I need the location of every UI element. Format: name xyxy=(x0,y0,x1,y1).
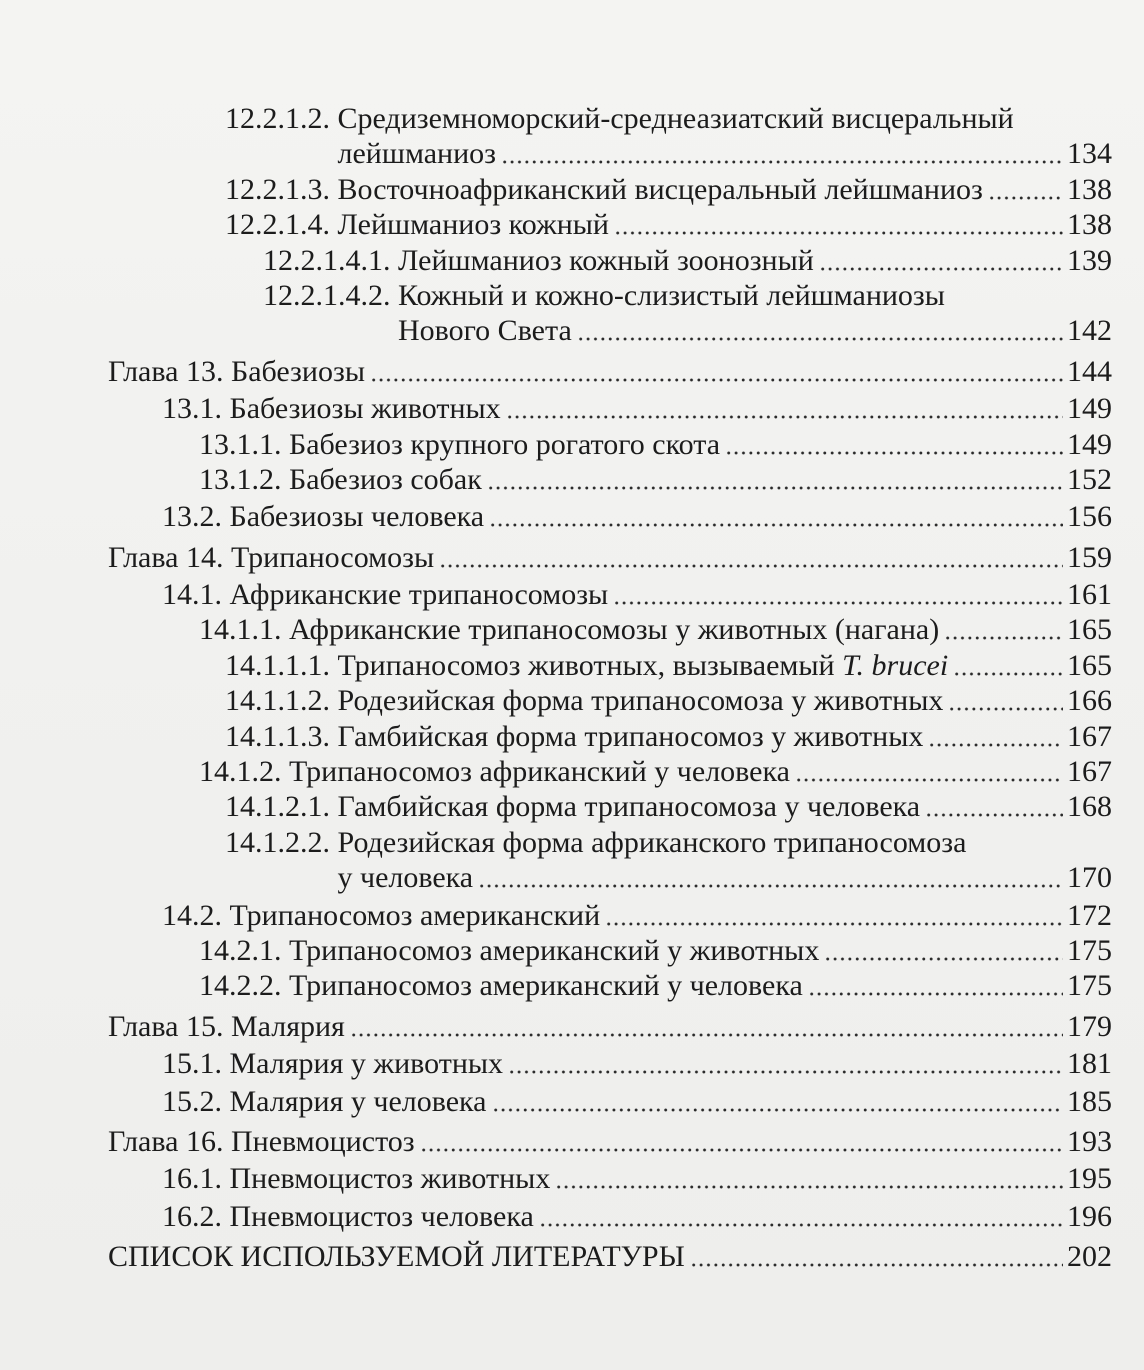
entry-page-number: 170 xyxy=(1067,861,1112,895)
dot-leader xyxy=(824,933,1063,968)
entry-title: Малярия у животных xyxy=(229,1047,504,1081)
entry-title xyxy=(338,648,949,683)
toc-entry-16-2 xyxy=(0,1199,1112,1234)
entry-number: 14.2.1. xyxy=(199,933,282,967)
entry-page-number: 181 xyxy=(1067,1047,1112,1081)
toc-entry-chapter-16 xyxy=(0,1124,1112,1159)
dot-leader xyxy=(577,313,1063,348)
entry-number: 14.1. xyxy=(162,578,222,612)
entry-number: 16.1. xyxy=(162,1162,222,1196)
dot-leader xyxy=(928,719,1063,754)
entry-title: Африканские трипаносомозы xyxy=(229,578,609,612)
entry-page-number: 165 xyxy=(1067,613,1112,647)
entry-page-number: 185 xyxy=(1067,1084,1112,1118)
entry-number: 14.1.1.3. xyxy=(225,719,330,753)
entry-title: Трипаносомоз американский xyxy=(229,898,601,932)
entry-number: 15.2. xyxy=(162,1084,222,1118)
toc-entry-14-2-1 xyxy=(0,933,1112,968)
dot-leader xyxy=(988,172,1063,207)
dot-leader xyxy=(506,391,1063,426)
entry-title: Трипаносомозы xyxy=(230,540,435,574)
entry-number: 14.1.1.1. xyxy=(225,648,330,682)
toc-entry-chapter-14 xyxy=(0,540,1112,575)
entry-title: Бабезиозы человека xyxy=(229,500,485,534)
entry-number: 13.1. xyxy=(162,392,222,426)
entry-title: Малярия у человека xyxy=(229,1084,487,1118)
entry-number: 12.2.1.4. xyxy=(225,208,330,242)
entry-number: 12.2.1.2. xyxy=(225,102,330,135)
toc-entry-chapter-13 xyxy=(0,354,1112,389)
entry-number: 15.1. xyxy=(162,1047,222,1081)
dot-leader xyxy=(487,462,1063,497)
dot-leader xyxy=(370,354,1063,389)
entry-page-number: 159 xyxy=(1067,540,1112,574)
toc-entry-13-1 xyxy=(0,391,1112,426)
dot-leader xyxy=(539,1199,1063,1234)
entry-title-line: Родезийская форма африканского трипаносомоза xyxy=(337,825,967,859)
entry-number: 14.1.2.1. xyxy=(225,790,330,824)
toc-entry-14-1-2-2 xyxy=(0,825,1112,896)
entry-page-number: 138 xyxy=(1067,208,1112,242)
dot-leader xyxy=(492,1084,1064,1119)
entry-number: 14.2. xyxy=(162,898,222,932)
toc-entry-16-1 xyxy=(0,1161,1112,1196)
entry-page-number: 149 xyxy=(1067,392,1112,426)
entry-number: 13.1.1. xyxy=(199,427,282,461)
entry-page-number: 134 xyxy=(1067,137,1112,171)
entry-number: 12.2.1.4.2. xyxy=(263,278,391,312)
entry-page-number: 196 xyxy=(1067,1199,1112,1233)
entry-title: Бабезиозы животных xyxy=(229,392,501,426)
dot-leader xyxy=(439,540,1063,575)
entry-title-line: у человека xyxy=(337,861,474,895)
entry-page-number: 175 xyxy=(1067,933,1112,967)
dot-leader xyxy=(350,1009,1063,1044)
toc-entry-13-1-2 xyxy=(0,462,1112,497)
entry-title: Лейшманиоз кожный зоонозный xyxy=(398,243,814,277)
dot-leader xyxy=(690,1239,1063,1274)
entry-page-number: 202 xyxy=(1067,1240,1112,1274)
entry-title: Гамбийская форма трипаносомоз у животных xyxy=(337,719,924,753)
entry-title: Бабезиоз крупного рогатого скота xyxy=(289,427,721,461)
entry-number: 14.2.2. xyxy=(199,969,282,1003)
dot-leader xyxy=(501,136,1063,171)
toc-entry-14-1 xyxy=(0,577,1112,612)
toc-entry-15-1 xyxy=(0,1046,1112,1081)
dot-leader xyxy=(614,207,1063,242)
entry-title: Трипаносомоз американский у человека xyxy=(289,969,803,1003)
toc-entry-14-1-2-1 xyxy=(0,789,1112,824)
entry-number: 14.1.1.2. xyxy=(225,684,330,718)
entry-title: Пневмоцистоз xyxy=(230,1124,415,1158)
entry-page-number: 156 xyxy=(1067,500,1112,534)
species-name-italic: T. brucei xyxy=(842,648,949,682)
dot-leader xyxy=(725,427,1063,462)
entry-page-number: 167 xyxy=(1067,719,1112,753)
toc-entry-14-1-1 xyxy=(0,612,1112,647)
entry-number: 12.2.1.4.1. xyxy=(263,243,391,277)
toc-entry-12-2-1-3 xyxy=(0,172,1112,207)
entry-number: Глава 13. xyxy=(108,354,224,388)
entry-page-number: 161 xyxy=(1067,578,1112,612)
dot-leader xyxy=(944,612,1063,647)
entry-page-number: 165 xyxy=(1067,648,1112,682)
entry-number: Глава 15. xyxy=(108,1009,224,1043)
dot-leader xyxy=(925,789,1063,824)
entry-number: Глава 14. xyxy=(108,540,224,574)
dot-leader xyxy=(808,968,1063,1003)
toc-entry-references xyxy=(0,1239,1112,1274)
entry-number: 16.2. xyxy=(162,1199,222,1233)
entry-page-number: 149 xyxy=(1067,427,1112,461)
toc-entry-12-2-1-4-1 xyxy=(0,243,1112,278)
entry-title-line: Нового Света xyxy=(398,314,572,348)
entry-page-number: 152 xyxy=(1067,462,1112,496)
entry-number: 14.1.2.2. xyxy=(225,825,330,859)
entry-number: 13.1.2. xyxy=(199,462,282,496)
toc-entry-14-2 xyxy=(0,898,1112,933)
dot-leader xyxy=(605,898,1063,933)
entry-number: Глава 16. xyxy=(108,1124,224,1158)
dot-leader xyxy=(420,1124,1063,1159)
entry-title: Трипаносомоз американский у животных xyxy=(289,933,820,967)
entry-page-number: 175 xyxy=(1067,969,1112,1003)
entry-title: Пневмоцистоз животных xyxy=(229,1162,551,1196)
entry-number: 12.2.1.3. xyxy=(225,172,330,206)
entry-title: Восточноафриканский висцеральный лейшманиоз xyxy=(337,172,983,206)
entry-page-number: 195 xyxy=(1067,1162,1112,1196)
entry-page-number: 179 xyxy=(1067,1009,1112,1043)
toc-entry-14-1-1-2 xyxy=(0,683,1112,718)
toc-entry-14-2-2 xyxy=(0,968,1112,1003)
dot-leader xyxy=(948,683,1063,718)
dot-leader xyxy=(819,243,1063,278)
toc-entry-14-1-1-1 xyxy=(0,648,1112,683)
entry-title: Бабезиозы xyxy=(230,354,365,388)
entry-title-text: Трипаносомоз животных, вызываемый xyxy=(337,648,835,682)
toc-entry-12-2-1-2 xyxy=(0,101,1112,172)
dot-leader xyxy=(489,499,1063,534)
dot-leader xyxy=(795,754,1063,789)
entry-page-number: 138 xyxy=(1067,172,1112,206)
entry-title: Гамбийская форма трипаносомоза у человека xyxy=(337,790,921,824)
entry-page-number: 144 xyxy=(1067,354,1112,388)
entry-title: СПИСОК ИСПОЛЬЗУЕМОЙ ЛИТЕРАТУРЫ xyxy=(108,1240,685,1274)
entry-page-number: 167 xyxy=(1067,755,1112,789)
toc-entry-13-2 xyxy=(0,499,1112,534)
entry-page-number: 166 xyxy=(1067,684,1112,718)
entry-number: 14.1.1. xyxy=(199,613,282,647)
toc-entry-14-1-1-3 xyxy=(0,719,1112,754)
entry-title-line: лейшманиоз xyxy=(337,137,496,171)
entry-title-line: Кожный и кожно-слизистый лейшманиозы xyxy=(398,278,945,312)
toc-entry-14-1-2 xyxy=(0,754,1112,789)
dot-leader xyxy=(613,577,1063,612)
toc-entry-13-1-1 xyxy=(0,427,1112,462)
dot-leader xyxy=(953,648,1063,683)
entry-title: Родезийская форма трипаносомоза у животных xyxy=(337,684,944,718)
entry-page-number: 172 xyxy=(1067,898,1112,932)
entry-title: Бабезиоз собак xyxy=(289,462,482,496)
entry-number: 14.1.2. xyxy=(199,755,282,789)
entry-title: Малярия xyxy=(230,1009,345,1043)
entry-title: Пневмоцистоз человека xyxy=(229,1199,534,1233)
entry-title: Лейшманиоз кожный xyxy=(337,208,609,242)
entry-number: 13.2. xyxy=(162,500,222,534)
entry-page-number: 139 xyxy=(1067,243,1112,277)
entry-page-number: 168 xyxy=(1067,790,1112,824)
toc-entry-12-2-1-4-2 xyxy=(0,278,1112,349)
entry-page-number: 193 xyxy=(1067,1124,1112,1158)
dot-leader xyxy=(478,860,1063,895)
entry-title: Трипаносомоз африканский у человека xyxy=(289,755,790,789)
entry-title: Африканские трипаносомозы у животных (нагана) xyxy=(289,613,940,647)
toc-entry-12-2-1-4 xyxy=(0,207,1112,242)
toc-entry-chapter-15 xyxy=(0,1009,1112,1044)
entry-page-number: 142 xyxy=(1067,314,1112,348)
dot-leader xyxy=(555,1161,1063,1196)
entry-title-line: Средиземноморский-среднеазиатский висцеральный xyxy=(337,102,1014,135)
dot-leader xyxy=(508,1046,1063,1081)
toc-entry-15-2 xyxy=(0,1084,1112,1119)
